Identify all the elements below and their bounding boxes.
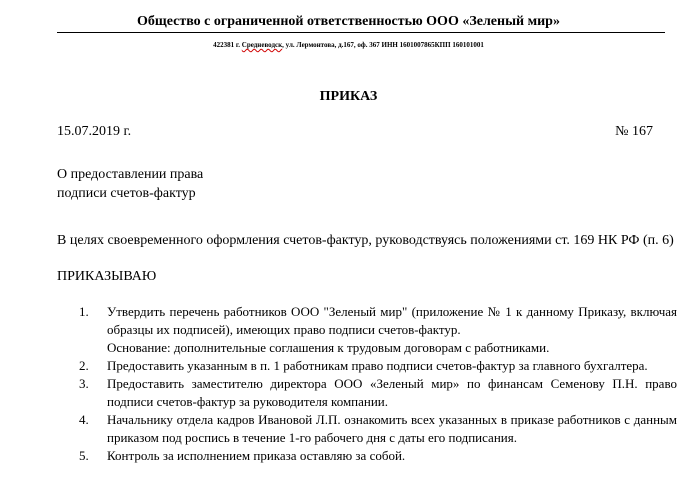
document-number: № 167 <box>615 124 653 139</box>
item-text: Предоставить заместителю директора ООО «Зеленый мир» по финансам Семенову П.Н. право подписи счетов-фактур за руководителя компании. <box>107 376 677 409</box>
document-subject <box>57 165 203 203</box>
document-title: ПРИКАЗ <box>319 89 378 104</box>
order-items-list <box>79 303 677 465</box>
item-text: Предоставить указанным в п. 1 работникам право подписи счетов-фактур за главного бухгалтера. <box>107 358 648 373</box>
order-item <box>79 357 677 375</box>
item-number: 5. <box>79 448 89 463</box>
subject-line-1: О предоставлении права <box>57 167 204 182</box>
organization-address <box>0 41 697 49</box>
item-text: Контроль за исполнением приказа оставляю за собой. <box>107 448 406 463</box>
address-rest: , ул. Лермонтова, д.167, оф. 367 ИНН 1601007865КПП 160101001 <box>282 41 484 49</box>
subject-line-2: подписи счетов-фактур <box>57 186 196 201</box>
order-item <box>79 303 677 357</box>
item-text: Утвердить перечень работников ООО "Зеленый мир" (приложение № 1 к данному Приказу, включая образцы их подписей), имеющих право подписи счетов-фактур. <box>107 304 677 337</box>
order-item <box>79 447 677 465</box>
address-prefix: 422381 г. <box>213 41 242 49</box>
item-text: Начальнику отдела кадров Ивановой Л.П. ознакомить всех указанных в приказе работников с данным приказом под роспись в течение 1-го рабочего дня с даты его подписания. <box>107 412 677 445</box>
document-date: 15.07.2019 г. <box>57 124 132 139</box>
item-number: 1. <box>79 304 89 319</box>
item-number: 4. <box>79 412 89 427</box>
address-city: Средневодск <box>241 41 283 49</box>
order-item <box>79 375 677 411</box>
header-divider <box>57 32 665 33</box>
organization-name: Общество с ограниченной ответственностью ООО «Зеленый мир» <box>137 14 560 29</box>
order-word: ПРИКАЗЫВАЮ <box>57 269 157 284</box>
order-item <box>79 411 677 447</box>
item-number: 2. <box>79 358 89 373</box>
preamble-text: В целях своевременного оформления счетов-фактур, руководствуясь положениями ст. 169 НК РФ (п. 6) <box>57 233 674 248</box>
item-basis: Основание: дополнительные соглашения к трудовым договорам с работниками. <box>107 340 550 355</box>
item-number: 3. <box>79 376 89 391</box>
